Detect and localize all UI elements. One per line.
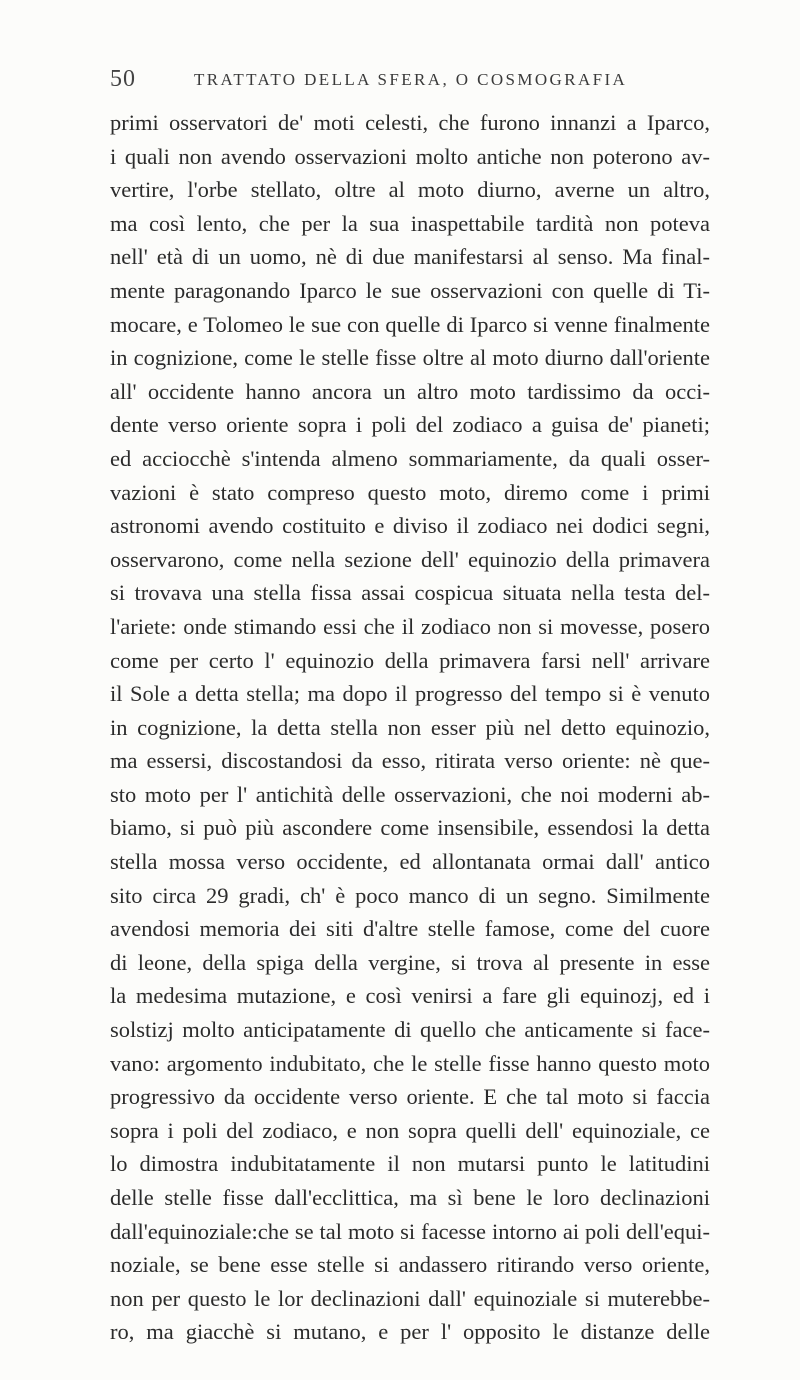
text-line: sito circa 29 gradi, ch' è poco manco di un segno. Similmente (110, 882, 710, 908)
text-line: non per questo le lor declinazioni dall' equinoziale si muterebbe- (110, 1285, 710, 1311)
text-line: biamo, si può più ascondere come insensibile, essendosi la detta (110, 815, 710, 841)
text-line: primi osservatori de' moti celesti, che furono innanzi a Iparco, (110, 110, 710, 135)
text-line: sopra i poli del zodiaco, e non sopra quelli dell' equinoziale, ce (110, 1117, 710, 1143)
text-line: come per certo l' equinozio della primavera farsi nell' arrivare (110, 647, 710, 673)
text-line: si trovava una stella fissa assai cospicua situata nella testa del- (110, 580, 710, 606)
text-line: ro, ma giacchè si mutano, e per l' opposito le distanze delle (110, 1319, 710, 1345)
text-line: mente paragonando Iparco le sue osservazioni con quelle di Ti- (110, 277, 710, 303)
text-line: nell' età di un uomo, nè di due manifestarsi al senso. Ma final- (110, 244, 710, 270)
text-line: ma essersi, discostandosi da esso, ritirata verso oriente: nè que- (110, 748, 710, 774)
text-line: all' occidente hanno ancora un altro moto tardissimo da occi- (110, 378, 710, 404)
text-line: avendosi memoria dei siti d'altre stelle famose, come del cuore (110, 916, 710, 942)
text-line: la medesima mutazione, e così venirsi a fare gli equinozj, ed i (110, 983, 710, 1009)
text-line: sto moto per l' antichità delle osservazioni, che noi moderni ab- (110, 781, 710, 807)
text-line: astronomi avendo costituito e diviso il zodiaco nei dodici segni, (110, 513, 710, 539)
text-line: lo dimostra indubitatamente il non mutarsi punto le latitudini (110, 1151, 710, 1177)
text-line: ed acciocchè s'intenda almeno sommariamente, da quali osser- (110, 445, 710, 471)
page-number: 50 (110, 66, 136, 92)
text-line: delle stelle fisse dall'ecclittica, ma sì bene le loro declinazioni (110, 1185, 710, 1210)
text-line: vertire, l'orbe stellato, oltre al moto diurno, averne un altro, (110, 177, 710, 203)
text-line: progressivo da occidente verso oriente. E che tal moto si faccia (110, 1084, 710, 1110)
text-line: il Sole a detta stella; ma dopo il progresso del tempo si è venuto (110, 681, 710, 707)
body-text (110, 106, 710, 1349)
text-line: in cognizione, la detta stella non esser più nel detto equinozio, (110, 714, 710, 740)
running-head (110, 66, 708, 94)
running-title: TRATTATO DELLA SFERA, O COSMOGRAFIA (194, 70, 628, 89)
text-line: di leone, della spiga della vergine, si trova al presente in esse (110, 949, 710, 975)
text-line: ma così lento, che per la sua inaspettabile tardità non poteva (110, 210, 710, 236)
text-line: dall'equinoziale:che se tal moto si facesse intorno ai poli dell'equi- (110, 1218, 710, 1244)
text-line: l'ariete: onde stimando essi che il zodiaco non si movesse, posero (110, 613, 710, 639)
text-line: solstizj molto anticipatamente di quello che anticamente si face- (110, 1017, 710, 1043)
text-line: in cognizione, come le stelle fisse oltre al moto diurno dall'oriente (110, 345, 710, 371)
text-line: noziale, se bene esse stelle si andassero ritirando verso oriente, (110, 1252, 710, 1278)
text-line: osservarono, come nella sezione dell' equinozio della primavera (110, 546, 710, 572)
text-line: mocare, e Tolomeo le sue con quelle di Iparco si venne finalmente (110, 311, 710, 337)
text-line: stella mossa verso occidente, ed allontanata ormai dall' antico (110, 849, 710, 875)
text-line: vazioni è stato compreso questo moto, diremo come i primi (110, 479, 710, 505)
text-line: dente verso oriente sopra i poli del zodiaco a guisa de' pianeti; (110, 412, 710, 438)
text-line: vano: argomento indubitato, che le stelle fisse hanno questo moto (110, 1050, 710, 1076)
text-line: i quali non avendo osservazioni molto antiche non poterono av- (110, 143, 710, 169)
